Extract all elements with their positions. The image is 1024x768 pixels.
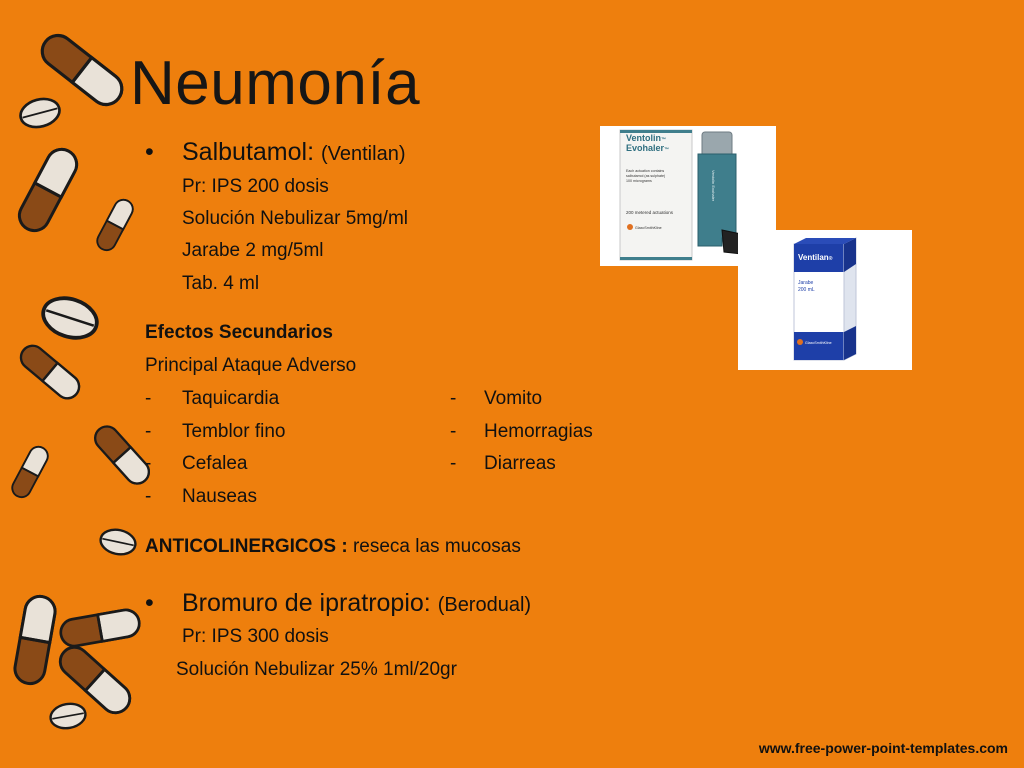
effects-heading: Efectos Secundarios [145, 322, 333, 343]
svg-text:Ventolin™ [626, 133, 666, 143]
ventilan-maker: GlaxoSmithKline [805, 341, 832, 345]
capsule-icon [94, 197, 136, 254]
ventilan-illustration [738, 230, 912, 370]
ventolin-actuations: 200 metered actuations [626, 210, 674, 215]
ventolin-desc: Each actuation contains [626, 169, 665, 173]
tablet-icon [17, 95, 62, 131]
capsule-icon [59, 608, 142, 648]
ventolin-brand-line1: Ventolin [626, 133, 662, 143]
footer-url: www.free-power-point-templates.com [758, 740, 1008, 756]
ventilan-reg: ® [828, 256, 833, 262]
salbutamol-brand: (Ventilan) [320, 143, 406, 165]
pills-decoration [0, 0, 150, 768]
slide-title: Neumonía [130, 49, 421, 118]
svg-text:Evohaler™ [626, 143, 669, 153]
ventolin-desc: 100 micrograms [626, 179, 652, 183]
bullet-dot: • [145, 589, 154, 617]
bromuro-brand: (Berodual) [437, 594, 532, 616]
inhaler-label: Ventolin Evohaler [711, 170, 716, 202]
effect-right-item: Diarreas [484, 453, 556, 474]
dash-marker: - [145, 421, 152, 442]
effect-left-item: Cefalea [182, 453, 248, 474]
bromuro-line: Pr: IPS 300 dosis [182, 626, 329, 647]
capsule-icon [14, 144, 82, 236]
dash-marker: - [450, 453, 457, 474]
dash-marker: - [145, 388, 152, 409]
effect-left-item: Nauseas [182, 486, 257, 507]
capsule-icon [9, 444, 51, 501]
tablet-icon [98, 527, 137, 558]
ventilan-form: Jarabe [798, 280, 814, 286]
anticolinergicos-line [145, 536, 521, 558]
ventolin-desc: salbutamol (as sulphate) [626, 174, 666, 178]
effects-subheading: Principal Ataque Adverso [145, 355, 357, 376]
effect-left-item: Temblor fino [182, 421, 286, 442]
bullet-bromuro [145, 589, 532, 618]
capsule-icon [13, 594, 58, 686]
bullet-dot: • [145, 138, 154, 166]
dash-marker: - [145, 486, 152, 507]
salbutamol-line: Solución Nebulizar 5mg/ml [182, 208, 408, 229]
bromuro-name: Bromuro de ipratropio: [182, 589, 431, 617]
ventolin-brand-line2: Evohaler [626, 143, 665, 153]
dash-marker: - [450, 421, 457, 442]
effect-right-item: Vomito [484, 388, 543, 409]
salbutamol-line: Pr: IPS 200 dosis [182, 176, 329, 197]
tablet-icon [49, 701, 88, 731]
svg-text:Ventilan® [798, 253, 833, 262]
ventolin-tm: ™ [661, 137, 667, 143]
salbutamol-line: Tab. 4 ml [182, 273, 260, 294]
ventolin-maker: GlaxoSmithKline [635, 226, 662, 230]
ventolin-tm: ™ [664, 147, 670, 153]
ventilan-volume: 200 mL [798, 287, 815, 293]
capsule-icon [90, 422, 150, 489]
anticolinergicos-label: ANTICOLINERGICOS : [145, 536, 348, 557]
dash-marker: - [450, 388, 457, 409]
dash-marker: - [145, 453, 152, 474]
capsule-icon [16, 341, 84, 403]
ventilan-brand: Ventilan [798, 253, 829, 262]
salbutamol-line: Jarabe 2 mg/5ml [182, 240, 324, 261]
bromuro-line: Solución Nebulizar 25% 1ml/20gr [176, 659, 457, 680]
ventilan-photo [738, 230, 912, 370]
salbutamol-name: Salbutamol: [182, 138, 315, 166]
tablet-icon [38, 292, 102, 345]
effect-right-item: Hemorragias [484, 421, 593, 442]
bullet-salbutamol [145, 138, 406, 167]
effect-left-item: Taquicardia [182, 388, 280, 409]
anticolinergicos-text: reseca las mucosas [352, 536, 521, 557]
